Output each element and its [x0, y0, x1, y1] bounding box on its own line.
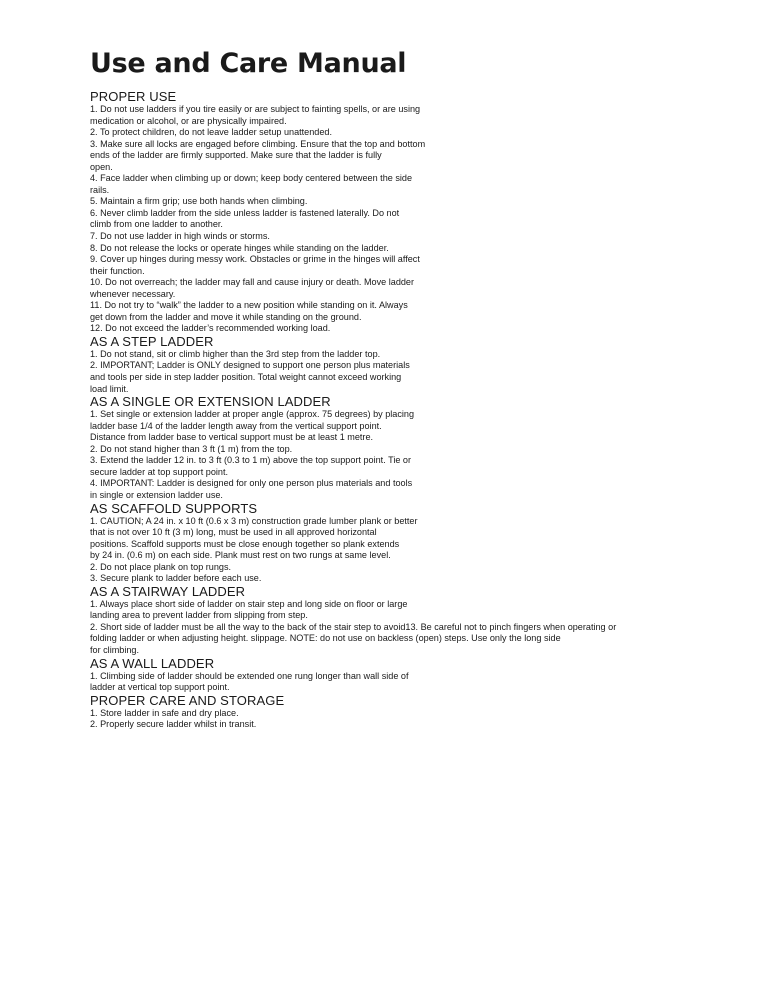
text-line: 2. Do not stand higher than 3 ft (1 m) from the top.	[90, 443, 293, 454]
text-line: 1. Set single or extension ladder at proper angle (approx. 75 degrees) by placing	[90, 409, 415, 420]
section-wall-ladder	[90, 657, 750, 694]
section-heading-scaffold-supports: AS SCAFFOLD SUPPORTS	[90, 500, 258, 516]
text-line: 2. Do not place plank on top rungs.	[90, 561, 232, 572]
text-line: 9. Cover up hinges during messy work. Obstacles or grime in the hinges will affect	[90, 254, 420, 265]
text-line: 12. Do not exceed the ladder’s recommended working load.	[90, 323, 331, 334]
text-line: climb from one ladder to another.	[90, 219, 223, 230]
page-title: Use and Care Manual	[90, 48, 407, 79]
text-line: 3. Make sure all locks are engaged before climbing. Ensure that the top and bottom	[90, 138, 426, 149]
text-line: get down from the ladder and move it while standing on the ground.	[90, 311, 362, 322]
section-single-extension-ladder	[90, 395, 750, 501]
text-line: positions. Scaffold supports must be close enough together so plank extends	[90, 538, 400, 549]
text-line: open.	[90, 161, 113, 172]
text-line: landing area to prevent ladder from slipping from step.	[90, 610, 308, 621]
text-line: 1. Do not stand, sit or climb higher than the 3rd step from the ladder top.	[90, 348, 381, 359]
section-heading-stairway-ladder: AS A STAIRWAY LADDER	[90, 583, 246, 599]
text-line: load limit.	[90, 383, 129, 394]
text-line: by 24 in. (0.6 m) on each side. Plank must rest on two rungs at same level.	[90, 550, 391, 561]
text-line: 4. IMPORTANT: Ladder is designed for only one person plus materials and tools	[90, 478, 413, 489]
text-line: 1. Store ladder in safe and dry place.	[90, 707, 239, 718]
section-scaffold-supports	[90, 502, 750, 585]
text-line: ends of the ladder are firmly supported. Make sure that the ladder is fully	[90, 150, 382, 161]
text-line: 6. Never climb ladder from the side unless ladder is fastened laterally. Do not	[90, 207, 400, 218]
text-line: 8. Do not release the locks or operate hinges while standing on the ladder.	[90, 242, 389, 253]
text-line: 2. Properly secure ladder whilst in transit.	[90, 719, 257, 730]
text-line: 1. Do not use ladders if you tire easily or are subject to fainting spells, or are using	[90, 104, 421, 114]
text-line: 4. Face ladder when climbing up or down; keep body centered between the side	[90, 173, 413, 184]
text-line: Distance from ladder base to vertical support must be at least 1 metre.	[90, 432, 374, 443]
text-line: 3. Secure plank to ladder before each use.	[90, 573, 262, 584]
text-line: 1. Always place short side of ladder on stair step and long side on floor or large	[90, 598, 408, 609]
section-heading-proper-use: PROPER USE	[90, 89, 177, 104]
text-line: for climbing.	[90, 644, 140, 655]
text-line: in single or extension ladder use.	[90, 489, 223, 500]
text-line: 2. Short side of ladder must be all the way to the back of the stair step to avoid13. Be careful not to pinch fingers when operating or	[90, 621, 617, 632]
text-line: 11. Do not try to “walk” the ladder to a new position while standing on it. Always	[90, 300, 408, 311]
text-line: secure ladder at top support point.	[90, 466, 229, 477]
text-line: ladder base 1/4 of the ladder length away from the vertical support point.	[90, 420, 382, 431]
text-line: 10. Do not overreach; the ladder may fall and cause injury or death. Move ladder	[90, 277, 415, 288]
text-line: 5. Maintain a firm grip; use both hands when climbing.	[90, 196, 308, 207]
text-line: 2. To protect children, do not leave ladder setup unattended.	[90, 127, 332, 138]
manual-content	[90, 90, 750, 731]
text-line: their function.	[90, 265, 145, 276]
section-heading-single-extension-ladder: AS A SINGLE OR EXTENSION LADDER	[90, 394, 331, 410]
section-proper-use	[90, 90, 750, 335]
text-line: 1. CAUTION; A 24 in. x 10 ft (0.6 x 3 m) construction grade lumber plank or better	[90, 515, 418, 526]
section-heading-wall-ladder: AS A WALL LADDER	[90, 655, 215, 671]
text-line: 1. Climbing side of ladder should be extended one rung longer than wall side of	[90, 670, 409, 681]
text-line: rails.	[90, 184, 110, 195]
section-heading-care-storage: PROPER CARE AND STORAGE	[90, 692, 285, 708]
text-line: whenever necessary.	[90, 288, 176, 299]
text-line: folding ladder or when adjusting height. slippage. NOTE: do not use on backless (open) steps. Use only the long side	[90, 633, 561, 644]
section-heading-step-ladder: AS A STEP LADDER	[90, 333, 214, 349]
section-care-storage	[90, 694, 750, 731]
text-line: medication or alcohol, or are physically impaired.	[90, 115, 287, 126]
text-line: that is not over 10 ft (3 m) long, must be used in all approved horizontal	[90, 527, 377, 538]
text-line: ladder at vertical top support point.	[90, 682, 230, 693]
section-step-ladder	[90, 335, 750, 395]
text-line: 3. Extend the ladder 12 in. to 3 ft (0.3 to 1 m) above the top support point. Tie or	[90, 455, 412, 466]
text-line: 2. IMPORTANT; Ladder is ONLY designed to support one person plus materials	[90, 360, 410, 371]
section-stairway-ladder	[90, 585, 750, 657]
text-line: 7. Do not use ladder in high winds or storms.	[90, 231, 270, 242]
text-line: and tools per side in step ladder position. Total weight cannot exceed working	[90, 372, 402, 383]
